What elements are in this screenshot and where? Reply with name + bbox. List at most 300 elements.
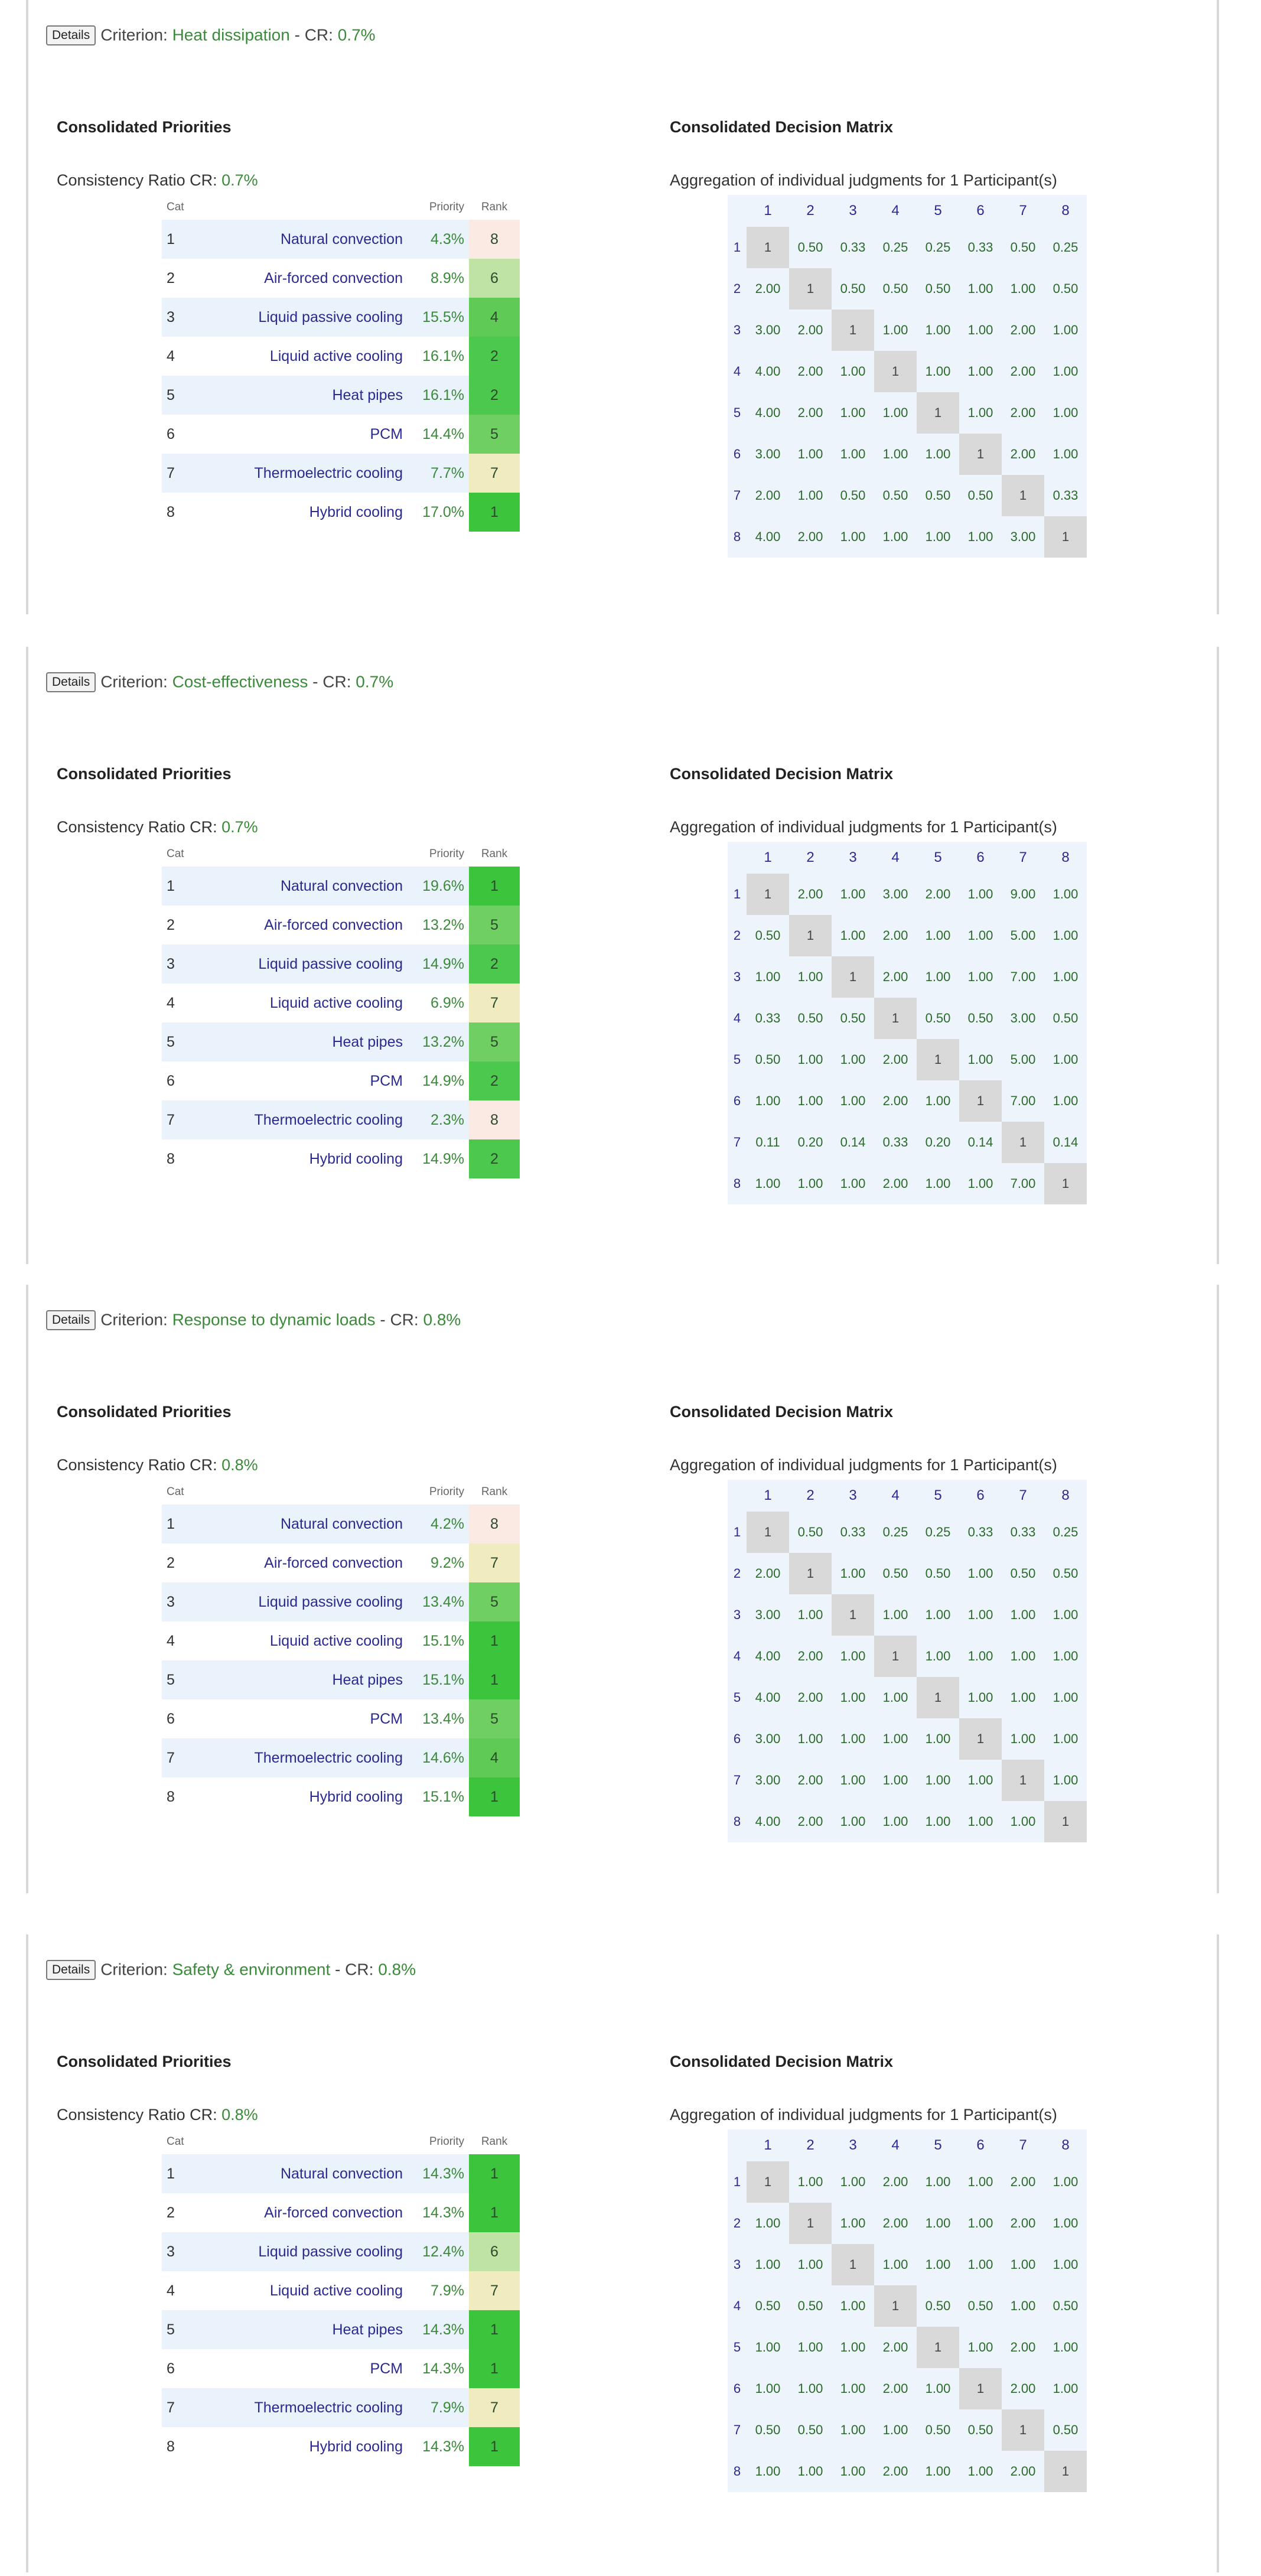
matrix-row-header: 1: [733, 1525, 741, 1539]
rank-badge: 1: [469, 867, 520, 906]
matrix-row: [728, 1760, 1087, 1801]
matrix-cell: 0.50: [797, 2298, 823, 2313]
priority-row: [162, 1061, 520, 1100]
priority-row: [162, 259, 520, 298]
matrix-cell: 1.00: [1053, 887, 1078, 901]
matrix-row-header: 8: [733, 2464, 741, 2479]
matrix-cell: 1.00: [797, 969, 823, 984]
row-index: 7: [162, 1738, 185, 1777]
row-index: 8: [167, 2438, 175, 2455]
matrix-cell: 1.00: [967, 529, 993, 544]
matrix-cell: 1.00: [925, 1814, 951, 1829]
row-index: 5: [162, 1022, 185, 1061]
matrix-cell: 1.00: [967, 2340, 993, 2354]
priority-row: [162, 376, 520, 415]
matrix-header-row: [728, 2129, 1087, 2161]
matrix-cell: 1.00: [925, 1731, 951, 1746]
matrix-row: [728, 1039, 1087, 1080]
matrix-cell: 2.00: [882, 2464, 908, 2479]
row-index: 1: [162, 867, 185, 906]
rank-badge: 5: [469, 1699, 520, 1738]
matrix-cell: 2.00: [797, 323, 823, 337]
criterion-cr-prefix: CR:: [304, 25, 333, 44]
alternative-name: Hybrid cooling: [309, 1788, 403, 1805]
matrix-cell: 4.00: [755, 1649, 781, 1663]
rank-badge: 1: [469, 2193, 520, 2232]
matrix-cell: 0.50: [840, 1011, 866, 1025]
row-index: 1: [162, 1504, 185, 1543]
matrix-cell: 1.00: [882, 1731, 908, 1746]
matrix-cell: 0.14: [967, 1135, 993, 1149]
matrix-cell: 0.50: [755, 2298, 781, 2313]
rank-badge: 8: [469, 1100, 520, 1139]
matrix-column-header: 6: [976, 2137, 985, 2153]
matrix-cell: 1.00: [967, 969, 993, 984]
column-cat: Cat: [167, 848, 184, 860]
matrix-cell: 2.00: [925, 887, 951, 901]
matrix-cell: 1.00: [967, 281, 993, 296]
matrix-cell: 2.00: [755, 1566, 781, 1581]
alternative-name: Natural convection: [185, 2154, 408, 2193]
priority-row: [162, 2349, 520, 2388]
matrix-cell: 2.00: [882, 2381, 908, 2396]
matrix-cell: 0.33: [755, 1011, 781, 1025]
matrix-cell: 1.00: [840, 928, 866, 943]
matrix-column-header: 4: [891, 203, 900, 219]
matrix-diagonal-cell: 1: [959, 1080, 1002, 1122]
priorities-header-row: [162, 1480, 520, 1504]
alternative-name: Hybrid cooling: [309, 503, 403, 520]
matrix-cell: 1.00: [1010, 2298, 1036, 2313]
priority-value: 14.4%: [422, 425, 464, 442]
matrix-row: [728, 2161, 1087, 2203]
alternative-name: Air-forced convection: [264, 2204, 403, 2221]
matrix-cell: 1.00: [1053, 405, 1078, 420]
matrix-cell: 1.00: [755, 2381, 781, 2396]
matrix-cell: 0.50: [967, 2422, 993, 2437]
matrix-row: [728, 310, 1087, 351]
matrix-row-header: 8: [733, 1176, 741, 1191]
matrix-column-header: 6: [976, 203, 985, 219]
rank-badge: 2: [469, 376, 520, 415]
criterion-separator: -: [308, 672, 323, 691]
matrix-cell: 1.00: [755, 1093, 781, 1108]
alternative-name: Hybrid cooling: [309, 1150, 403, 1167]
matrix-diagonal-cell: 1: [959, 1718, 1002, 1760]
rank-badge: 7: [469, 454, 520, 493]
matrix-diagonal-cell: 1: [789, 1553, 832, 1594]
consistency-value: 0.7%: [221, 818, 258, 836]
matrix-diagonal-cell: 1: [959, 434, 1002, 475]
rank-badge: 5: [469, 1022, 520, 1061]
matrix-row-header: 6: [733, 447, 741, 461]
matrix-cell: 1.00: [967, 323, 993, 337]
priorities-header-row: [162, 195, 520, 220]
matrix-header-row: [728, 1480, 1087, 1512]
rank-badge: 1: [469, 1777, 520, 1816]
matrix-cell: 2.00: [797, 1773, 823, 1787]
matrix-cell: 1.00: [797, 488, 823, 503]
matrix-cell: 2.00: [882, 1093, 908, 1108]
aggregation-label: Aggregation of individual judgments for 1 Participant(s): [670, 1456, 1057, 1474]
row-index: 5: [162, 1660, 185, 1699]
matrix-cell: 2.00: [1010, 2174, 1036, 2189]
matrix-corner: [728, 195, 747, 227]
rank-badge: 1: [469, 1621, 520, 1660]
matrix-cell: 1.00: [967, 2174, 993, 2189]
priorities-title: Consolidated Priorities: [57, 2053, 232, 2070]
matrix-cell: 1.00: [840, 2381, 866, 2396]
priority-row: [162, 2193, 520, 2232]
matrix-cell: 0.25: [1053, 240, 1078, 255]
matrix-cell: 1.00: [925, 1176, 951, 1191]
details-button[interactable]: Details: [46, 672, 96, 692]
consistency-label: Consistency Ratio CR:: [57, 2106, 217, 2124]
matrix-row-header: 4: [733, 364, 741, 379]
matrix-cell: 0.50: [967, 488, 993, 503]
matrix-cell: 0.50: [755, 1052, 781, 1067]
priority-row: [162, 337, 520, 376]
aggregation-label: Aggregation of individual judgments for 1 Participant(s): [670, 2106, 1057, 2124]
priority-row: [162, 1738, 520, 1777]
matrix-row: [728, 998, 1087, 1039]
consistency-ratio: [57, 171, 258, 190]
matrix-cell: 1.00: [797, 2257, 823, 2272]
matrix-cell: 0.50: [882, 281, 908, 296]
matrix-cell: 0.33: [967, 1525, 993, 1539]
matrix-cell: 2.00: [882, 969, 908, 984]
matrix-cell: 0.11: [755, 1135, 780, 1149]
rank-badge: 1: [469, 2427, 520, 2466]
row-index: 5: [162, 2310, 185, 2349]
matrix-cell: 5.00: [1010, 1052, 1036, 1067]
priority-value: 16.1%: [408, 376, 469, 415]
priorities-table: [162, 2129, 520, 2466]
spacer: [217, 2106, 222, 2124]
matrix-cell: 1.00: [755, 2216, 781, 2230]
spacer: [217, 171, 222, 189]
matrix-row-header: 8: [733, 1814, 741, 1829]
matrix-column-header: 4: [891, 2137, 900, 2153]
matrix-cell: 1.00: [1053, 323, 1078, 337]
priority-value: 14.9%: [422, 1072, 464, 1089]
details-button[interactable]: Details: [46, 1310, 96, 1330]
matrix-cell: 2.00: [797, 529, 823, 544]
matrix-cell: 1.00: [1053, 1052, 1078, 1067]
matrix-cell: 1.00: [840, 2464, 866, 2479]
matrix-cell: 1.00: [1053, 2257, 1078, 2272]
matrix-row: [728, 874, 1087, 915]
matrix-cell: 1.00: [882, 1814, 908, 1829]
matrix-cell: 0.50: [1053, 281, 1078, 296]
matrix-cell: 4.00: [755, 405, 781, 420]
criterion-name: Safety & environment: [172, 1960, 331, 1979]
matrix-diagonal-cell: 1: [832, 1594, 874, 1636]
matrix-diagonal-cell: 1: [917, 2327, 959, 2368]
matrix-corner: [728, 1480, 747, 1512]
matrix-cell: 1.00: [882, 323, 908, 337]
panel-left-border: [26, 1935, 28, 2572]
decision-matrix: [728, 195, 1087, 558]
priority-value: 14.3%: [408, 2154, 469, 2193]
matrix-cell: 1.00: [840, 529, 866, 544]
row-index: 6: [167, 1710, 175, 1727]
consistency-ratio: [57, 2106, 258, 2124]
priority-row: [162, 415, 520, 454]
row-index: 2: [167, 1554, 175, 1571]
matrix-cell: 2.00: [882, 1052, 908, 1067]
rank-badge: 8: [469, 220, 520, 259]
row-index: 8: [167, 503, 175, 520]
matrix-corner: [728, 842, 747, 874]
criterion-separator: -: [375, 1310, 390, 1329]
matrix-cell: 3.00: [755, 1773, 781, 1787]
consistency-label: Consistency Ratio CR:: [57, 1456, 217, 1474]
matrix-diagonal-cell: 1: [917, 1677, 959, 1718]
matrix-cell: 1.00: [925, 2174, 951, 2189]
criterion-cr-prefix: CR:: [390, 1310, 419, 1329]
matrix-column-header: 2: [806, 2137, 814, 2153]
matrix-cell: 0.50: [882, 1566, 908, 1581]
criterion-name: Cost-effectiveness: [172, 672, 308, 691]
matrix-row-header: 1: [733, 887, 741, 901]
matrix-diagonal-cell: 1: [747, 2161, 789, 2203]
matrix-cell: 2.00: [797, 1690, 823, 1705]
matrix-cell: 0.33: [882, 1135, 908, 1149]
alternative-name: Liquid passive cooling: [185, 1582, 408, 1621]
matrix-row: [728, 392, 1087, 434]
priorities-title: Consolidated Priorities: [57, 1403, 232, 1421]
spacer: [168, 1311, 172, 1329]
criterion-header: [46, 669, 393, 694]
matrix-cell: 2.00: [1010, 2340, 1036, 2354]
matrix-cell: 0.33: [1010, 1525, 1036, 1539]
row-index: 7: [162, 454, 185, 493]
priority-row: [162, 2388, 520, 2427]
matrix-cell: 1.00: [967, 364, 993, 379]
alternative-name: Heat pipes: [185, 1660, 408, 1699]
matrix-cell: 1.00: [925, 2381, 951, 2396]
matrix-cell: 0.50: [840, 281, 866, 296]
priority-row: [162, 906, 520, 945]
matrix-cell: 0.50: [755, 2422, 781, 2437]
matrix-cell: 1.00: [797, 2381, 823, 2396]
matrix-cell: 0.50: [925, 1566, 951, 1581]
priority-row: [162, 945, 520, 983]
matrix-column-header: 7: [1019, 203, 1027, 219]
matrix-diagonal-cell: 1: [1044, 1801, 1087, 1842]
matrix-diagonal-cell: 1: [1002, 1122, 1044, 1163]
matrix-row: [728, 268, 1087, 310]
rank-badge: 2: [469, 337, 520, 376]
rank-badge: 7: [469, 1543, 520, 1582]
matrix-row: [728, 1122, 1087, 1163]
matrix-cell: 2.00: [1010, 364, 1036, 379]
matrix-diagonal-cell: 1: [832, 956, 874, 998]
criterion-cr-value: 0.8%: [378, 1960, 416, 1979]
matrix-diagonal-cell: 1: [1044, 516, 1087, 558]
matrix-column-header: 1: [764, 2137, 772, 2153]
matrix-diagonal-cell: 1: [874, 2285, 917, 2327]
matrix-cell: 1.00: [840, 1566, 866, 1581]
criterion-panel: [26, 647, 1219, 1264]
matrix-cell: 1.00: [755, 2340, 781, 2354]
matrix-cell: 1.00: [797, 1176, 823, 1191]
column-rank: Rank: [481, 2135, 508, 2148]
priority-row: [162, 493, 520, 532]
matrix-cell: 0.50: [797, 240, 823, 255]
details-button[interactable]: Details: [46, 25, 96, 45]
matrix-cell: 2.00: [755, 281, 781, 296]
matrix-cell: 1.00: [882, 1690, 908, 1705]
matrix-cell: 1.00: [967, 1814, 993, 1829]
matrix-row-header: 7: [733, 2422, 741, 2437]
priority-row: [162, 2232, 520, 2271]
spacer: [217, 1456, 222, 1474]
row-index: 3: [162, 298, 185, 337]
matrix-cell: 4.00: [755, 529, 781, 544]
rank-badge: 5: [469, 415, 520, 454]
matrix-column-header: 4: [891, 849, 900, 865]
matrix-diagonal-cell: 1: [1044, 1163, 1087, 1204]
row-index: 1: [162, 220, 185, 259]
criterion-header: [46, 22, 376, 47]
row-index: 8: [167, 1150, 175, 1167]
matrix-cell: 1.00: [967, 1052, 993, 1067]
priorities-title: Consolidated Priorities: [57, 765, 232, 783]
matrix-row-header: 3: [733, 2257, 741, 2272]
priority-value: 8.9%: [431, 269, 464, 286]
spacer: [168, 1961, 172, 1979]
priority-row: [162, 1139, 520, 1178]
matrix-diagonal-cell: 1: [959, 2368, 1002, 2409]
matrix-cell: 1.00: [882, 2257, 908, 2272]
matrix-cell: 1.00: [840, 2340, 866, 2354]
matrix-diagonal-cell: 1: [832, 310, 874, 351]
matrix-cell: 0.50: [1053, 1566, 1078, 1581]
matrix-row: [728, 1553, 1087, 1594]
matrix-cell: 1.00: [1053, 1093, 1078, 1108]
matrix-cell: 1.00: [1010, 281, 1036, 296]
priority-row: [162, 867, 520, 906]
priority-value: 2.3%: [408, 1100, 469, 1139]
matrix-row-header: 1: [733, 2174, 741, 2189]
matrix-diagonal-cell: 1: [874, 351, 917, 392]
spacer: [217, 818, 222, 836]
matrix-diagonal-cell: 1: [747, 1512, 789, 1553]
spacer: [168, 673, 172, 691]
matrix-cell: 7.00: [1010, 1093, 1036, 1108]
matrix-row-header: 1: [733, 240, 741, 255]
column-cat: Cat: [167, 201, 184, 213]
rank-badge: 1: [469, 2349, 520, 2388]
matrix-cell: 1.00: [1053, 1649, 1078, 1663]
matrix-cell: 0.50: [882, 488, 908, 503]
priority-value: 14.9%: [422, 1150, 464, 1167]
alternative-name: Natural convection: [185, 220, 408, 259]
column-priority: Priority: [429, 848, 464, 860]
matrix-cell: 1.00: [1053, 2381, 1078, 2396]
panel-right-border: [1217, 647, 1219, 1264]
row-index: 2: [167, 2204, 175, 2221]
matrix-row-header: 7: [733, 488, 741, 503]
matrix-diagonal-cell: 1: [874, 1636, 917, 1677]
rank-badge: 6: [469, 259, 520, 298]
matrix-row: [728, 2203, 1087, 2244]
row-index: 4: [167, 347, 175, 364]
matrix-column-header: 3: [849, 2137, 857, 2153]
matrix-diagonal-cell: 1: [917, 392, 959, 434]
alternative-name: Thermoelectric cooling: [185, 1100, 408, 1139]
priority-value: 17.0%: [422, 503, 464, 520]
decision-matrix: [728, 842, 1087, 1204]
matrix-cell: 1.00: [967, 1566, 993, 1581]
priority-value: 15.5%: [408, 298, 469, 337]
details-button[interactable]: Details: [46, 1960, 96, 1980]
matrix-row: [728, 1163, 1087, 1204]
matrix-cell: 1.00: [840, 1176, 866, 1191]
matrix-cell: 1.00: [1010, 1731, 1036, 1746]
criterion-name: Response to dynamic loads: [172, 1310, 376, 1329]
consistency-value: 0.7%: [221, 171, 258, 189]
matrix-cell: 4.00: [755, 364, 781, 379]
matrix-corner: [728, 2129, 747, 2161]
rank-badge: 5: [469, 1582, 520, 1621]
aggregation-label: Aggregation of individual judgments for 1 Participant(s): [670, 818, 1057, 836]
decision-matrix: [728, 2129, 1087, 2492]
column-rank: Rank: [481, 1486, 508, 1498]
matrix-cell: 1.00: [840, 1052, 866, 1067]
matrix-cell: 2.00: [882, 2174, 908, 2189]
priority-value: 14.3%: [422, 2360, 464, 2377]
priorities-header-row: [162, 842, 520, 867]
consistency-ratio: [57, 818, 258, 836]
priority-value: 15.1%: [422, 1632, 464, 1649]
consistency-label: Consistency Ratio CR:: [57, 818, 217, 836]
criterion-name: Heat dissipation: [172, 25, 290, 44]
alternative-name: Air-forced convection: [264, 916, 403, 933]
matrix-diagonal-cell: 1: [917, 1039, 959, 1080]
matrix-cell: 2.00: [882, 1176, 908, 1191]
matrix-cell: 1.00: [967, 887, 993, 901]
matrix-diagonal-cell: 1: [832, 2244, 874, 2285]
rank-badge: 6: [469, 2232, 520, 2271]
matrix-cell: 1.00: [1053, 2174, 1078, 2189]
matrix-cell: 1.00: [797, 1731, 823, 1746]
alternative-name: Thermoelectric cooling: [185, 1738, 408, 1777]
alternative-name: Liquid active cooling: [269, 1632, 403, 1649]
matrix-cell: 1.00: [967, 2257, 993, 2272]
aggregation-label: Aggregation of individual judgments for 1 Participant(s): [670, 171, 1057, 189]
criterion-cr-value: 0.7%: [337, 25, 376, 44]
matrix-header-row: [728, 842, 1087, 874]
priority-value: 13.2%: [408, 1022, 469, 1061]
panel-right-border: [1217, 1285, 1219, 1893]
matrix-cell: 0.50: [925, 2422, 951, 2437]
rank-badge: 2: [469, 945, 520, 983]
matrix-cell: 2.00: [882, 2216, 908, 2230]
panel-left-border: [26, 647, 28, 1264]
matrix-cell: 1.00: [797, 1093, 823, 1108]
criterion-prefix: Criterion:: [100, 1310, 168, 1329]
priority-value: 7.9%: [431, 2282, 464, 2299]
priority-value: 15.1%: [422, 1788, 464, 1805]
matrix-cell: 1.00: [1010, 1814, 1036, 1829]
matrix-cell: 2.00: [797, 1814, 823, 1829]
matrix-diagonal-cell: 1: [1002, 475, 1044, 516]
priority-row: [162, 298, 520, 337]
matrix-cell: 1.00: [840, 2216, 866, 2230]
